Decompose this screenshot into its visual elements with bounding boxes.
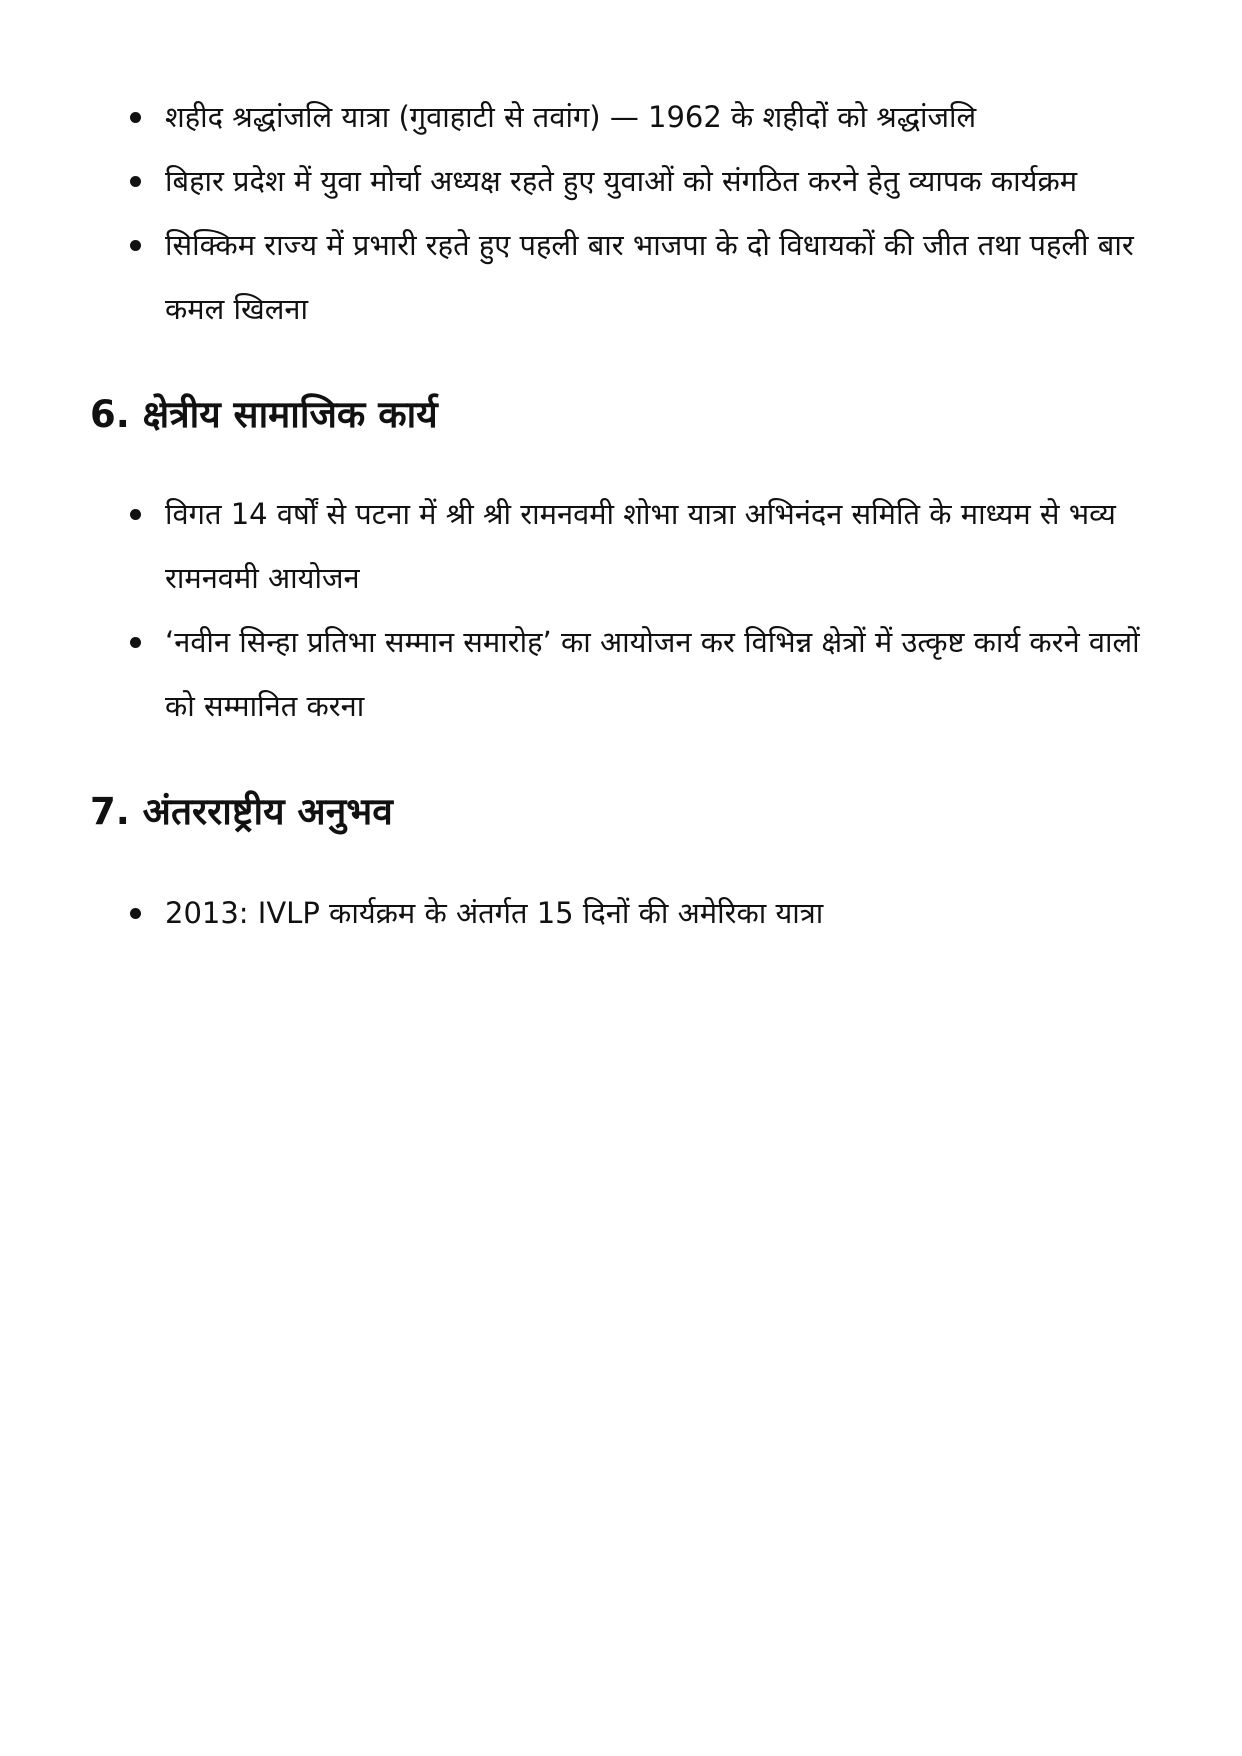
- list-item: [130, 149, 1150, 213]
- bullet-icon: [130, 112, 141, 123]
- bullet-icon: [130, 637, 141, 648]
- bullet-list-section5-continued: [130, 85, 1150, 341]
- bullet-icon: [130, 509, 141, 520]
- list-item-text: बिहार प्रदेश में युवा मोर्चा अध्यक्ष रहते हुए युवाओं को संगठित करने हेतु व्यापक कार्यक्रम: [165, 164, 1078, 198]
- bullet-icon: [130, 176, 141, 187]
- bullet-icon: [130, 240, 141, 251]
- list-item-text: विगत 14 वर्षों से पटना में श्री श्री रामनवमी शोभा यात्रा अभिनंदन समिति के माध्यम से भव्य रामनवमी आयोजन: [165, 497, 1116, 595]
- list-item: [130, 881, 1150, 945]
- bullet-icon: [130, 908, 141, 919]
- list-item-text: शहीद श्रद्धांजलि यात्रा (गुवाहाटी से तवांग) — 1962 के शहीदों को श्रद्धांजलि: [165, 100, 977, 134]
- bullet-list-section6: [130, 482, 1150, 738]
- list-item: [130, 85, 1150, 149]
- list-item: [130, 482, 1150, 610]
- section-heading-international-experience: 7. अंतरराष्ट्रीय अनुभव: [90, 790, 393, 833]
- list-item-text: 2013: IVLP कार्यक्रम के अंतर्गत 15 दिनों की अमेरिका यात्रा: [165, 896, 824, 930]
- list-item-text: सिक्किम राज्य में प्रभारी रहते हुए पहली बार भाजपा के दो विधायकों की जीत तथा पहली बार कमल खिलना: [165, 228, 1134, 326]
- list-item: [130, 213, 1150, 341]
- list-item: [130, 610, 1150, 738]
- list-item-text: ‘नवीन सिन्हा प्रतिभा सम्मान समारोह’ का आयोजन कर विभिन्न क्षेत्रों में उत्कृष्ट कार्य करने वालों को सम्मानित करना: [165, 625, 1140, 723]
- bullet-list-section7: [130, 881, 1150, 945]
- section-heading-regional-social-work: 6. क्षेत्रीय सामाजिक कार्य: [90, 393, 438, 436]
